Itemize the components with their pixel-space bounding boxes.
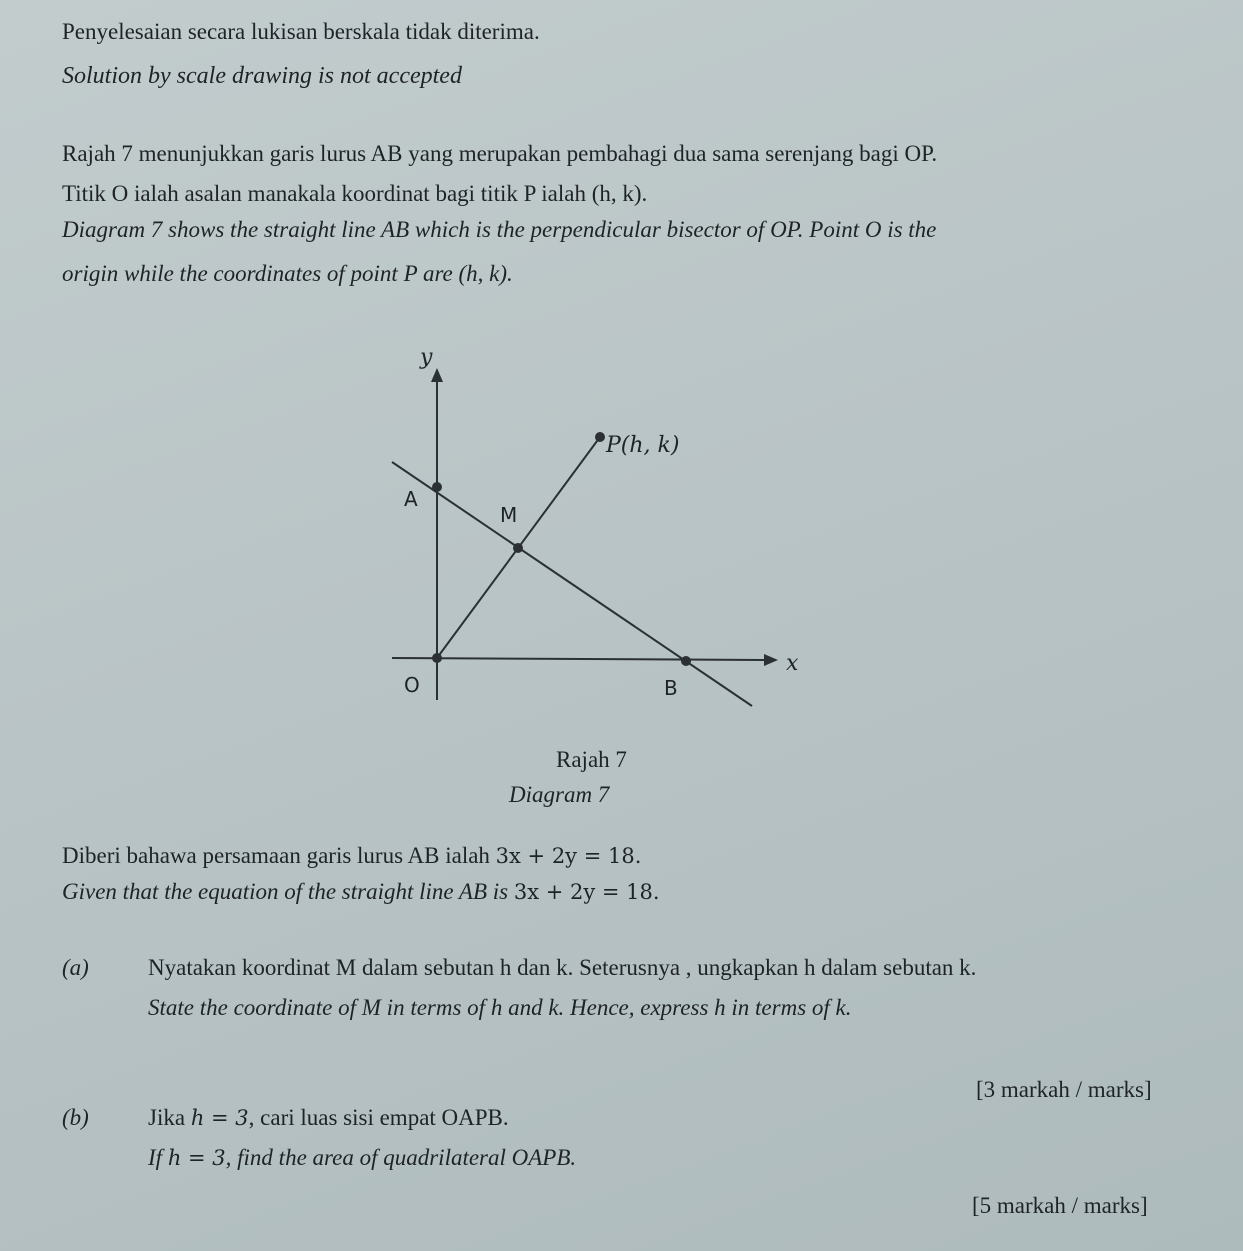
label-y: y [420, 345, 433, 370]
label-b: B [664, 676, 678, 700]
line-ab [392, 462, 752, 706]
note-malay: Penyelesaian secara lukisan berskala tidak diterima. [62, 19, 540, 44]
given-english-text: Given that the equation of the straight line AB is [62, 879, 509, 904]
question-a-marks: [3 markah / marks] [976, 1077, 1152, 1102]
y-axis-arrow [431, 368, 443, 382]
given-equation-english: 3x + 2y = 18. [513, 880, 660, 904]
label-p: P(h, k) [606, 433, 680, 458]
question-b-english [148, 1146, 576, 1169]
intro-english-line1: Diagram 7 shows the straight line AB which is the perpendicular bisector of OP. Point O is the [62, 217, 937, 242]
x-axis-arrow [764, 654, 778, 666]
intro-english-line2: origin while the coordinates of point P are (h, k). [62, 261, 513, 286]
point-p [595, 432, 605, 442]
x-axis [392, 658, 768, 660]
question-b-malay [148, 1106, 509, 1129]
given-english [62, 880, 660, 903]
question-b-english-math: h = 3 [167, 1146, 226, 1170]
question-b-malay-pre: Jika [148, 1105, 186, 1130]
question-b-malay-post: , cari luas sisi empat OAPB. [248, 1105, 509, 1130]
question-a-malay: Nyatakan koordinat M dalam sebutan h dan k. Seterusnya , ungkapkan h dalam sebutan k. [148, 955, 977, 980]
question-b-english-post: , find the area of quadrilateral OAPB. [225, 1145, 577, 1170]
question-b-label: (b) [62, 1105, 89, 1130]
caption-english: Diagram 7 [509, 782, 610, 807]
point-b [681, 656, 691, 666]
label-x: x [786, 651, 799, 676]
label-o: O [404, 673, 420, 697]
intro-malay-line2: Titik O ialah asalan manakala koordinat bagi titik P ialah (h, k). [62, 181, 648, 206]
note-english: Solution by scale drawing is not accepted [62, 63, 462, 89]
label-a: A [404, 487, 418, 511]
given-malay [62, 844, 641, 867]
point-m [513, 543, 523, 553]
given-malay-text: Diberi bahawa persamaan garis lurus AB ialah [62, 843, 490, 868]
intro-malay-line1: Rajah 7 menunjukkan garis lurus AB yang merupakan pembahagi dua sama serenjang bagi OP. [62, 141, 938, 166]
caption-malay: Rajah 7 [556, 747, 627, 772]
given-equation-malay: 3x + 2y = 18. [495, 844, 642, 868]
question-b-malay-math: h = 3 [190, 1106, 249, 1130]
question-b-english-pre: If [148, 1145, 163, 1170]
question-a-label: (a) [62, 955, 89, 980]
point-a [432, 482, 442, 492]
question-a-english: State the coordinate of M in terms of h and k. Hence, express h in terms of k. [148, 995, 852, 1020]
label-m: M [500, 503, 518, 527]
point-o [432, 653, 442, 663]
question-b-marks: [5 markah / marks] [972, 1193, 1148, 1218]
